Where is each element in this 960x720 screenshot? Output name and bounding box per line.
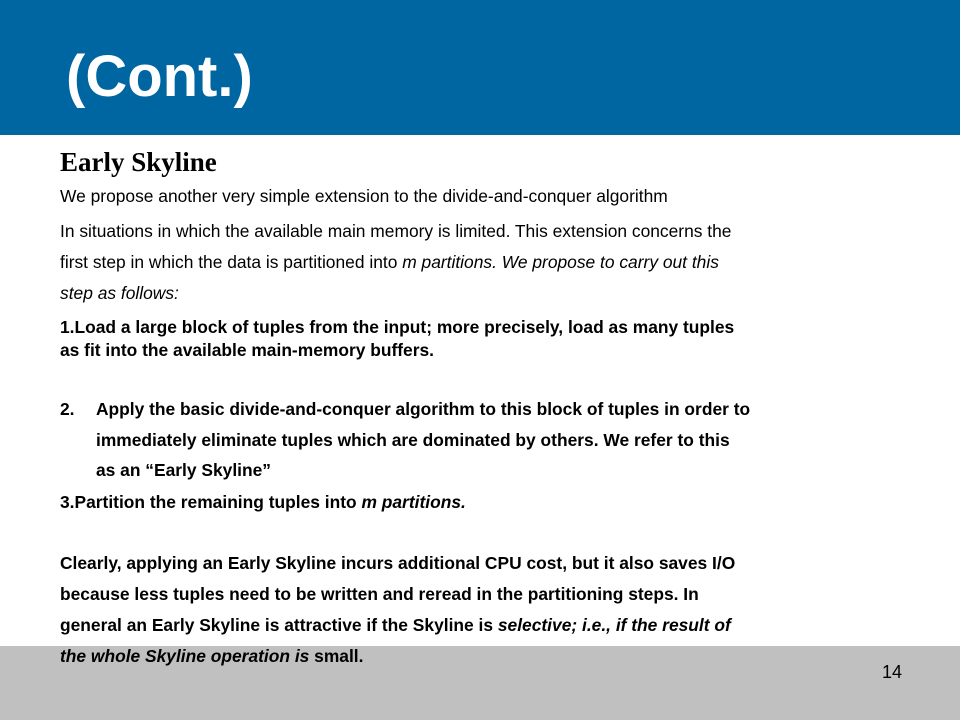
page-number: 14 [881,662,902,682]
conclusion-line-2: because less tuples need to be written and reread in the partitioning steps. In [60,584,699,604]
step-2-line-3: as an “Early Skyline” [96,460,271,480]
step-3-text: 3.Partition the remaining tuples into [60,492,362,512]
intro-line-3-text: first step in which the data is partitioned into [60,252,403,272]
step-1-line-1: 1.Load a large block of tuples from the input; more precisely, load as many tuples [60,317,735,337]
conclusion-line-3-italic: selective; i.e., if the result of [497,615,731,635]
intro-line-4: step as follows: [60,283,179,303]
intro-line-3-italic: m partitions. We propose to carry out this [402,252,719,272]
step-1-line-2: as fit into the available main-memory buffers. [60,340,434,360]
conclusion-line-4 [60,646,363,666]
intro-line-2: In situations in which the available main memory is limited. This extension concerns the [60,221,732,241]
step-2-line-1: Apply the basic divide-and-conquer algorithm to this block of tuples in order to [96,399,751,419]
step-2-line-2: immediately eliminate tuples which are dominated by others. We refer to this [96,430,730,450]
step-3 [60,492,466,512]
slide-title: (Cont.) [66,44,253,109]
conclusion-line-4-text: small. [314,646,364,666]
step-3-italic: m partitions. [361,492,466,512]
conclusion-line-4-italic: the whole Skyline operation is [60,646,315,666]
intro-line-1: We propose another very simple extension to the divide-and-conquer algorithm [60,186,668,206]
intro-line-3 [60,252,719,272]
conclusion-line-1: Clearly, applying an Early Skyline incurs additional CPU cost, but it also saves I/O [60,553,736,573]
section-heading: Early Skyline [60,147,217,177]
conclusion-line-3 [60,615,731,635]
step-2-number: 2. [60,399,75,419]
conclusion-line-3-text: general an Early Skyline is attractive if the Skyline is [60,615,498,635]
